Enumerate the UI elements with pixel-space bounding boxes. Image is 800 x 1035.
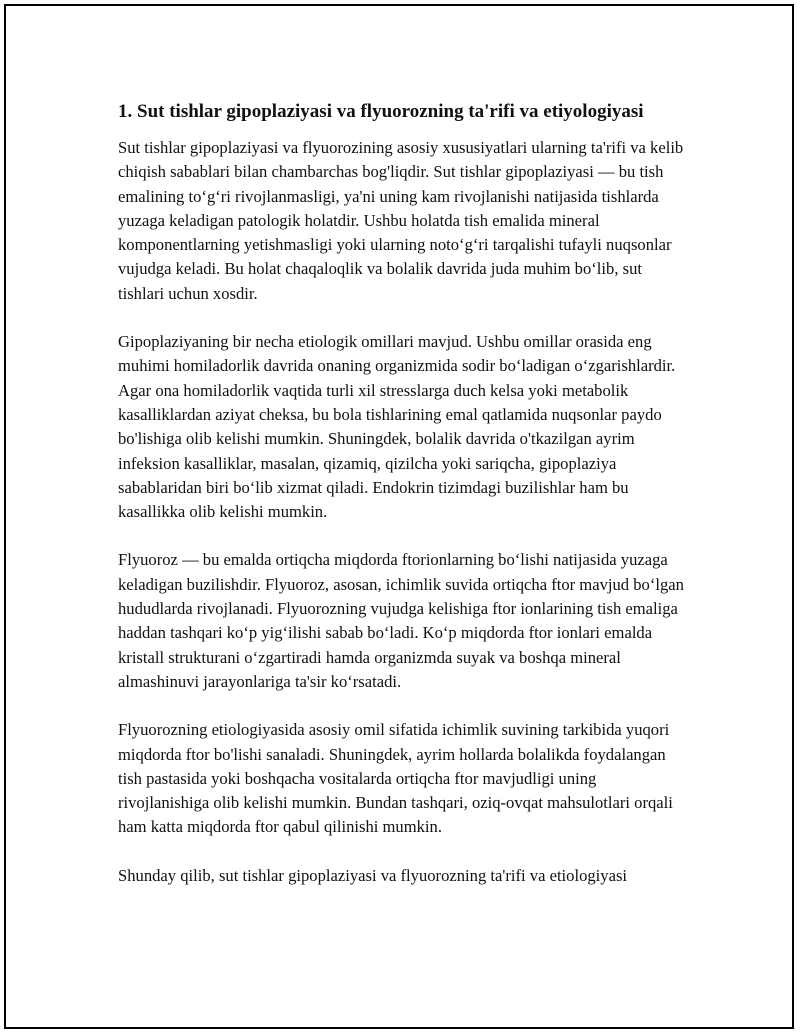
- section-heading: 1. Sut tishlar gipoplaziyasi va flyuorozning ta'rifi va etiyologiyasi: [118, 101, 644, 122]
- paragraph-fluorosis-definition: Flyuoroz — bu emalda ortiqcha miqdorda ftorionlarning bo‘lishi natijasida yuzaga keladigan buzilishdir. Flyuoroz, asosan, ichimlik suvida ortiqcha ftor mavjud bo‘lgan hududlarda rivojlanadi. Flyuorozning vujudga kelishiga ftor ionlarining tish emaliga haddan tashqari ko‘p yig‘ilishi sabab bo‘ladi. Ko‘p miqdorda ftor ionlari emalda kristall strukturani o‘zgartiradi hamda organizmda suyak va boshqa mineral almashinuvi jarayonlariga ta'sir ko‘rsatadi.: [118, 550, 684, 691]
- paragraph-hypoplasia-etiology: Gipoplaziyaning bir necha etiologik omillari mavjud. Ushbu omillar orasida eng muhimi homiladorlik davrida onaning organizmida sodir bo‘ladigan o‘zgarishlardir. Agar ona homiladorlik vaqtida turli xil stresslarga duch kelsa yoki metabolik kasalliklardan aziyat cheksa, bu bola tishlarining emal qatlamida nuqsonlar paydo bo'lishiga olib kelishi mumkin. Shuningdek, bolalik davrida o'tkazilgan ayrim infeksion kasalliklar, masalan, qizamiq, qizilcha yoki sariqcha, gipoplaziya sabablaridan biri bo‘lib xizmat qiladi. Endokrin tizimdagi buzilishlar ham bu kasallikka olib kelishi mumkin.: [118, 332, 676, 522]
- paragraph-definition: Sut tishlar gipoplaziyasi va flyuorozining asosiy xususiyatlari ularning ta'rifi va kelib chiqish sabablari bilan chambarchas bog'liqdir. Sut tishlar gipoplaziyasi — bu tish emalining to‘g‘ri rivojlanmasligi, ya'ni uning kam rivojlanishi natijasida tishlarda yuzaga keladigan patologik holatdir. Ushbu holatda tish emalida mineral komponentlarning yetishmasligi yoki ularning noto‘g‘ri tarqalishi tufayli nuqsonlar vujudga keladi. Bu holat chaqaloqlik va bolalik davrida juda muhim bo‘lib, sut tishlari uchun xosdir.: [118, 138, 684, 303]
- document-body: [118, 98, 688, 912]
- document-page: [4, 4, 794, 1029]
- paragraph-fluorosis-etiology: Flyuorozning etiologiyasida asosiy omil sifatida ichimlik suvining tarkibida yuqori miqdorda ftor bo'lishi sanaladi. Shuningdek, ayrim hollarda bolalikda foydalangan tish pastasida yoki boshqacha vositalarda ortiqcha ftor mavjudligi uning rivojlanishiga olib kelishi mumkin. Bundan tashqari, oziq-ovqat mahsulotlari orqali ham katta miqdorda ftor qabul qilinishi mumkin.: [118, 720, 673, 837]
- paragraph-conclusion: Shunday qilib, sut tishlar gipoplaziyasi va flyuorozning ta'rifi va etiologiyasi: [118, 865, 628, 885]
